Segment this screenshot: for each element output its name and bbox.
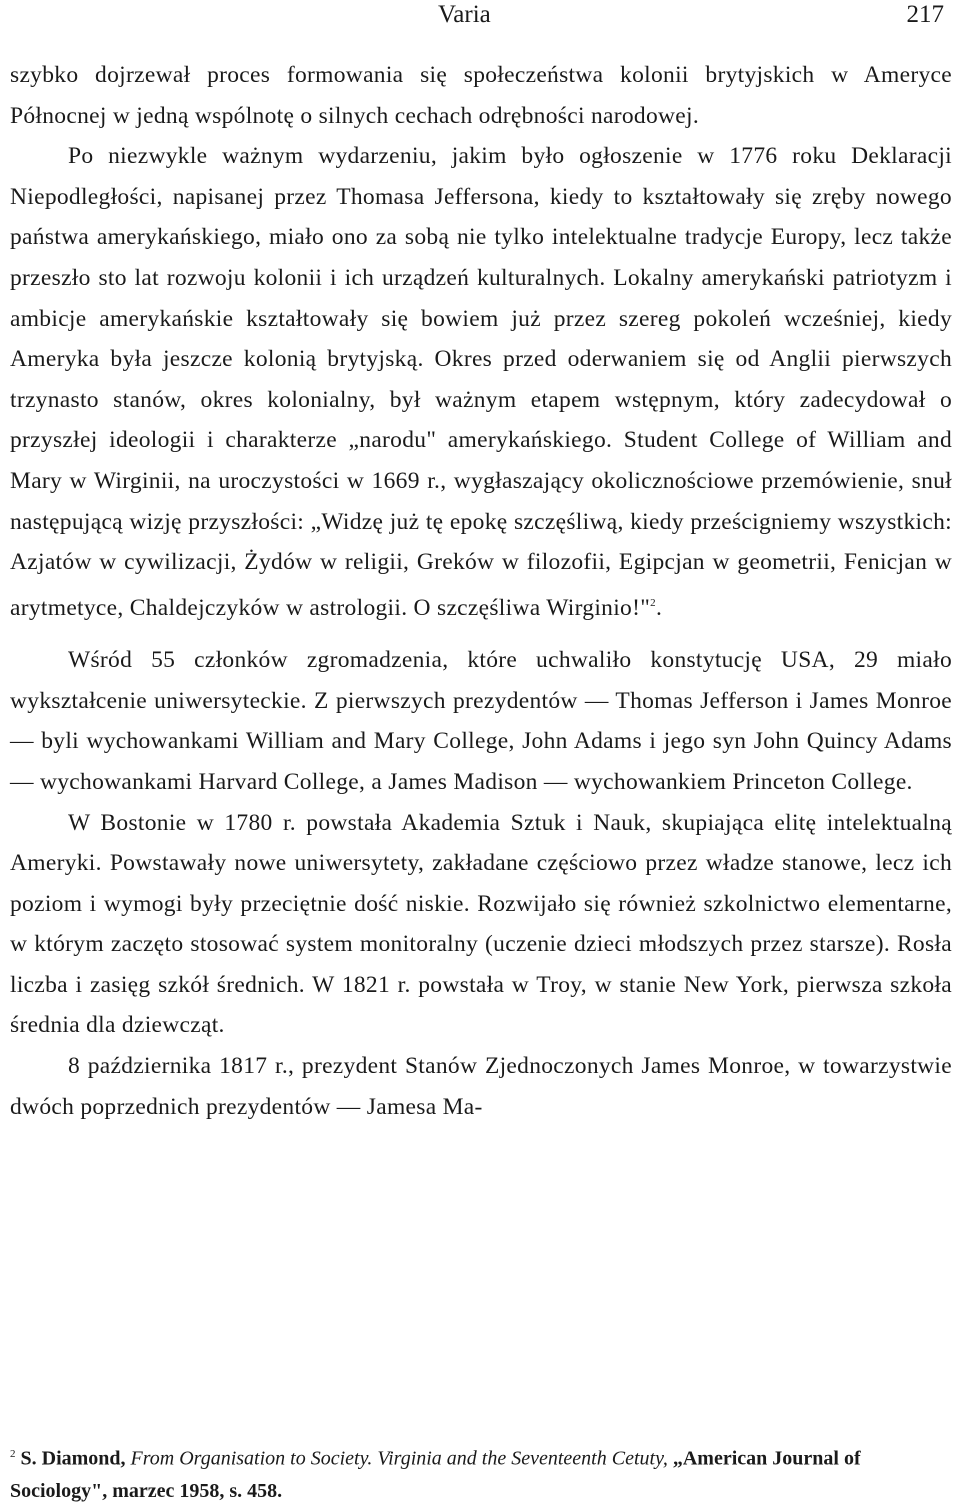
paragraph-boston: [10, 803, 952, 1047]
paragraph-text: Wśród 55 członków zgromadzenia, które uchwaliło konstytucję USA, 29 miało wykształcenie uniwersyteckie. Z pierwszych prezydentów — Thomas Jefferson i James Monroe — byli wychowankami William and Mary College, John Adams i jego syn John Quincy Adams — wychowankami Harvard College, a James Madison — wychowankiem Princeton College.: [10, 647, 952, 795]
paragraph-declaration: [10, 136, 952, 628]
paragraph-text: szybko dojrzewał proces formowania się społeczeństwa kolonii brytyjskich w Ameryce Północnej w jedną wspólnotę o silnych cechach odrębności narodowej.: [10, 62, 952, 129]
paragraph-monroe: [10, 1046, 952, 1127]
body-text: [10, 55, 952, 1127]
footnote-source: „American Journal of Sociology", marzec 1958, s. 458.: [10, 1447, 861, 1502]
footnote-reference: 2: [650, 596, 656, 609]
paragraph-text: Po niezwykle ważnym wydarzeniu, jakim było ogłoszenie w 1776 roku Deklaracji Niepodległości, napisanej przez Thomasa Jeffersona, kiedy to kształtowały się zręby nowego państwa amerykańskiego, miało ono za sobą nie tylko intelektualne tradycje Europy, lecz także przeszło sto lat rozwoju kolonii i ich urządzeń kulturalnych. Lokalny amerykański patriotyzm i ambicje amerykańskie kształtowały się bowiem już przez szereg pokoleń wcześniej, kiedy Ameryka była jeszcze kolonią brytyjską. Okres przed oderwaniem się od Anglii pierwszych trzynasto stanów, okres kolonialny, był ważnym etapem wstępnym, który zadecydował o przyszłej ideologii i charakterze „narodu" amerykańskiego. Student College of William and Mary w Wirginii, na uroczystości w 1669 r., wygłaszający okolicznościowe przemówienie, snuł następującą wizję przyszłości: „Widzę już tę epokę szczęśliwą, kiedy prześcigniemy wszystkich: Azjatów w cywilizacji, Żydów w religii, Greków w filozofii, Egipcjan w geometrii, Fenicjan w arytmetyce, Chaldejczyków w astrologii. O szczęśliwa Wirginio!": [10, 143, 952, 621]
paragraph-continuation: [10, 55, 952, 136]
page-number: 217: [906, 1, 944, 28]
footnote-marker: 2: [10, 1448, 16, 1460]
paragraph-convention: [10, 640, 952, 802]
page-header: [0, 0, 960, 34]
paragraph-text: W Bostonie w 1780 r. powstała Akademia Sztuk i Nauk, skupiająca elitę intelektualną Ameryki. Powstawały nowe uniwersytety, zakładane częściowo przez władze stanowe, lecz ich poziom i wymogi były przeciętnie dość niskie. Rozwijało się również szkolnictwo elementarne, w którym zaczęto stosować system monitoralny (uczenie dzieci młodszych przez starsze). Rosła liczba i zasięg szkół średnich. W 1821 r. powstała w Troy, w stanie New York, pierwsza szkoła średnia dla dziewcząt.: [10, 809, 952, 1039]
running-title: Varia: [438, 1, 491, 28]
footnote-title: From Organisation to Society. Virginia and the Seventeenth Cetuty,: [130, 1447, 673, 1470]
footnote-reference-period: .: [655, 594, 663, 621]
footnote-author: S. Diamond,: [20, 1447, 131, 1470]
paragraph-text: 8 października 1817 r., prezydent Stanów Zjednoczonych James Monroe, w towarzystwie dwóch poprzednich prezydentów — Jamesa Ma-: [10, 1053, 952, 1120]
footnote: [10, 1438, 955, 1507]
